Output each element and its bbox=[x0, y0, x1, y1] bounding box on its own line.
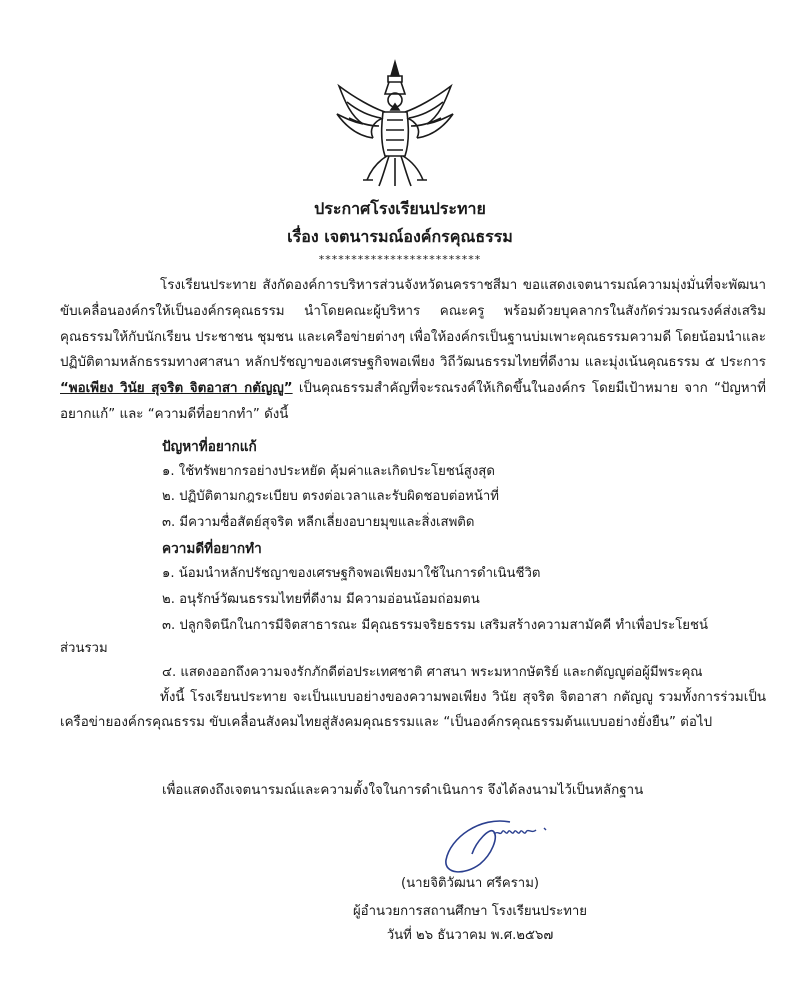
good-item: ๒. อนุรักษ์วัฒนธรรมไทยที่ดีงาม มีความอ่อนน้อมถ่อมตน bbox=[162, 592, 480, 607]
good-item: ๓. ปลูกจิตนึกในการมีจิตสาธารณะ มีคุณธรรมจริยธรรม เสริมสร้างความสามัคคี ทำเพื่อประโยชน์ bbox=[162, 618, 708, 633]
signer-name: (นายจิติวัฒนา ศรีคราม) bbox=[400, 876, 540, 891]
five-virtues-highlight: “พอเพียง วินัย สุจริต จิตอาสา กตัญญู” bbox=[60, 381, 293, 397]
intro-text-after: เป็นคุณธรรมสำคัญที่จะรณรงค์ให้เกิดขึ้นในองค์กร โดยมีเป้าหมาย จาก “ปัญหาที่อยากแก้” และ “ความดีที่อยากทำ” ดังนี้ bbox=[60, 381, 766, 422]
announcement-title: ประกาศโรงเรียนประทาย bbox=[314, 199, 486, 218]
problem-item: ๑. ใช้ทรัพยากรอย่างประหยัด คุ้มค่าและเกิดประโยชน์สูงสุด bbox=[162, 464, 495, 479]
declaration-paragraph: เพื่อแสดงถึงเจตนารมณ์และความตั้งใจในการดำเนินการ จึงได้ลงนามไว้เป็นหลักฐาน bbox=[162, 783, 644, 798]
announcement-date: วันที่ ๒๖ ธันวาคม พ.ศ.๒๕๖๗ bbox=[386, 928, 554, 943]
good-item: ๔. แสดงออกถึงความจงรักภักดีต่อประเทศชาติ ศาสนา พระมหากษัตริย์ และกตัญญูต่อผู้มีพระคุณ bbox=[162, 665, 703, 680]
intro-text-before: โรงเรียนประทาย สังกัดองค์การบริหารส่วนจังหวัดนครราชสีมา ขอแสดงเจตนารมณ์ความมุ่งมั่นที่จะพัฒนาขับเคลื่อนองค์กรให้เป็นองค์กรคุณธรรม นำโดยคณะผู้บริหาร คณะครู พร้อมด้วยบุคลากรในสังกัดร่วมรณรงค์ส่งเสริมคุณธรรมให้กับนักเรียน ประชาชน ชุมชน และเครือข่ายต่างๆ เพื่อให้องค์กรเป็นฐานบ่มเพาะคุณธรรมความดี โดยน้อมนำและปฏิบัติตามหลักธรรมทางศาสนา หลักปรัชญาของเศรษฐกิจพอเพียง วิถีวัฒนธรรมไทยที่ดีงาม และมุ่งเน้นคุณธรรม ๕ ประการ bbox=[60, 278, 766, 371]
garuda-emblem-icon bbox=[333, 58, 457, 190]
intro-paragraph bbox=[60, 273, 766, 428]
goods-heading: ความดีที่อยากทำ bbox=[162, 541, 262, 557]
good-item: ๑. น้อมนำหลักปรัชญาของเศรษฐกิจพอเพียงมาใช้ในการดำเนินชีวิต bbox=[162, 566, 541, 581]
separator: ************************* bbox=[318, 253, 482, 266]
problem-item: ๒. ปฏิบัติตามกฎระเบียบ ตรงต่อเวลาและรับผิดชอบต่อหน้าที่ bbox=[162, 489, 499, 504]
announcement-subject: เรื่อง เจตนารมณ์องค์กรคุณธรรม bbox=[287, 227, 513, 246]
closing-paragraph: ทั้งนี้ โรงเรียนประทาย จะเป็นแบบอย่างของความพอเพียง วินัย สุจริต จิตอาสา กตัญญู รวมทั้งการร่วมเป็นเครือข่ายองค์กรคุณธรรม ขับเคลื่อนสังคมไทยสู่สังคมคุณธรรมและ “เป็นองค์กรคุณธรรมต้นแบบอย่างยั่งยืน” ต่อไป bbox=[60, 690, 766, 730]
good-item-continued: ส่วนรวม bbox=[60, 641, 108, 656]
problems-heading: ปัญหาที่อยากแก้ bbox=[162, 439, 257, 455]
signer-position: ผู้อำนวยการสถานศึกษา โรงเรียนประทาย bbox=[352, 904, 588, 919]
problem-item: ๓. มีความซื่อสัตย์สุจริต หลีกเลี่ยงอบายมุขและสิ่งเสพติด bbox=[162, 515, 475, 530]
